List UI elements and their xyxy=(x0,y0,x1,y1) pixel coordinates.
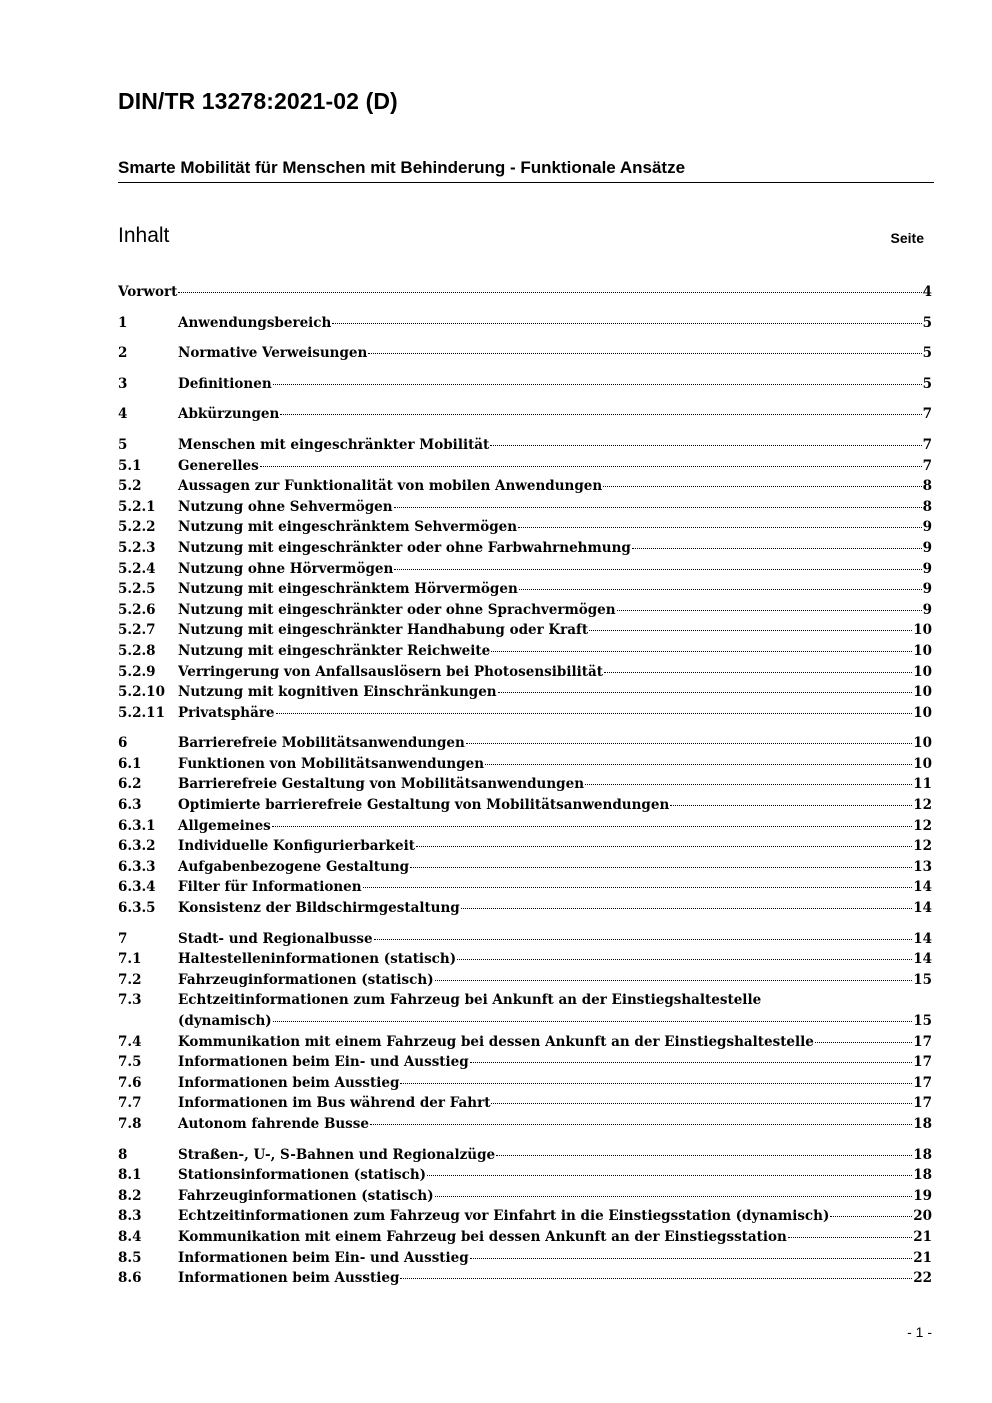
toc-entry-title: Aufgabenbezogene Gestaltung xyxy=(178,858,410,875)
toc-leader-dots xyxy=(485,764,912,765)
toc-entry-title: Anwendungsbereich xyxy=(178,314,332,331)
toc-leader-dots xyxy=(518,527,922,528)
toc-leader-dots xyxy=(370,1124,912,1125)
toc-leader-dots xyxy=(589,630,912,631)
document-id: DIN/TR 13278:2021-02 (D) xyxy=(118,88,398,114)
toc-entry[interactable] xyxy=(118,857,932,878)
toc-leader-dots xyxy=(435,1196,913,1197)
toc-entry[interactable] xyxy=(118,703,932,724)
toc-heading: Inhalt xyxy=(118,224,170,247)
toc-entry[interactable] xyxy=(118,538,932,559)
toc-entry-number: 5.1 xyxy=(118,457,142,474)
toc-entry-page: 10 xyxy=(913,663,932,680)
toc-entry[interactable] xyxy=(118,374,932,395)
toc-leader-dots xyxy=(603,486,921,487)
toc-entry-number: 7.1 xyxy=(118,951,142,968)
toc-entry-page: 14 xyxy=(913,930,932,947)
toc-entry-title: Abkürzungen xyxy=(178,406,280,423)
toc-entry-title: Fahrzeuginformationen (statisch) xyxy=(178,1187,434,1204)
toc-entry-title: Normative Verweisungen xyxy=(178,345,368,362)
toc-entry[interactable] xyxy=(118,1227,932,1248)
toc-entry-number: 6.3.2 xyxy=(118,838,156,855)
toc-entry[interactable] xyxy=(118,1268,932,1289)
toc-entry[interactable] xyxy=(118,620,932,641)
toc-leader-dots xyxy=(519,589,922,590)
toc-entry-title: Informationen beim Ein- und Ausstieg xyxy=(178,1054,469,1071)
toc-entry-title: Nutzung mit eingeschränkter oder ohne Sprachvermögen xyxy=(178,601,616,618)
toc-entry-number: 5.2 xyxy=(118,478,142,495)
toc-entry-number: 5.2.9 xyxy=(118,663,156,680)
toc-entry[interactable] xyxy=(118,1073,932,1094)
toc-entry[interactable] xyxy=(118,1145,932,1166)
toc-leader-dots xyxy=(830,1216,912,1217)
toc-entry-number: 6.3.5 xyxy=(118,900,156,917)
toc-leader-dots xyxy=(416,846,912,847)
toc-entry-page: 7 xyxy=(922,406,932,423)
table-of-contents xyxy=(118,282,932,1289)
toc-entry-title: Informationen beim Ein- und Ausstieg xyxy=(178,1249,469,1266)
toc-entry-page: 13 xyxy=(913,858,932,875)
toc-entry-title: Nutzung mit kognitiven Einschränkungen xyxy=(178,684,497,701)
toc-entry-title: Vorwort xyxy=(118,284,178,300)
toc-entry[interactable] xyxy=(118,600,932,621)
toc-page-column-label: Seite xyxy=(890,230,924,246)
toc-entry-number: 1 xyxy=(118,314,128,331)
toc-entry-number: 7.8 xyxy=(118,1115,142,1132)
toc-leader-dots xyxy=(273,1021,913,1022)
toc-entry-page: 17 xyxy=(913,1033,932,1050)
toc-entry[interactable] xyxy=(118,497,932,518)
toc-entry-number: 7.6 xyxy=(118,1074,142,1091)
toc-entry-page: 18 xyxy=(913,1167,932,1184)
toc-entry-number: 7.3 xyxy=(118,992,142,1009)
toc-leader-dots xyxy=(410,867,912,868)
toc-entry-number: 6.2 xyxy=(118,776,142,793)
toc-entry-number: 5.2.6 xyxy=(118,601,156,618)
toc-leader-dots xyxy=(670,805,912,806)
toc-entry-number: 5.2.5 xyxy=(118,581,156,598)
toc-entry-number: 8.6 xyxy=(118,1270,142,1287)
toc-entry-number: 8 xyxy=(118,1146,128,1163)
toc-entry-title: Barrierefreie Mobilitätsanwendungen xyxy=(178,735,465,752)
toc-leader-dots xyxy=(394,569,921,570)
toc-entry[interactable] xyxy=(118,1093,932,1114)
toc-leader-dots xyxy=(470,1062,912,1063)
toc-entry-page: 18 xyxy=(913,1146,932,1163)
toc-entry-number: 7.2 xyxy=(118,971,142,988)
toc-entry[interactable] xyxy=(118,456,932,477)
toc-entry-title: Autonom fahrende Busse xyxy=(178,1115,369,1132)
toc-leader-dots xyxy=(604,672,912,673)
toc-entry-title: Allgemeines xyxy=(178,817,271,834)
toc-entry-page: 19 xyxy=(913,1187,932,1204)
toc-leader-dots xyxy=(490,445,921,446)
toc-entry-title: Barrierefreie Gestaltung von Mobilitätsanwendungen xyxy=(178,776,585,793)
toc-entry[interactable] xyxy=(118,641,932,662)
toc-entry[interactable] xyxy=(118,733,932,754)
toc-leader-dots xyxy=(466,743,912,744)
toc-entry-number: 5.2.7 xyxy=(118,622,156,639)
toc-entry-number: 5.2.2 xyxy=(118,519,156,536)
toc-entry-page: 17 xyxy=(913,1095,932,1112)
toc-entry[interactable] xyxy=(118,754,932,775)
toc-entry-page: 10 xyxy=(913,735,932,752)
toc-entry-page: 10 xyxy=(913,704,932,721)
toc-entry-number: 5.2.10 xyxy=(118,684,165,701)
toc-entry[interactable] xyxy=(118,795,932,816)
toc-entry-page: 9 xyxy=(922,519,932,536)
toc-entry-page: 17 xyxy=(913,1074,932,1091)
toc-entry-page: 18 xyxy=(913,1115,932,1132)
toc-entry-number: 8.1 xyxy=(118,1167,142,1184)
toc-entry-number: 4 xyxy=(118,406,128,423)
toc-entry-page: 9 xyxy=(922,581,932,598)
toc-entry-title: Echtzeitinformationen zum Fahrzeug vor Einfahrt in die Einstiegsstation (dynamisch) xyxy=(178,1208,830,1225)
toc-entry[interactable] xyxy=(118,990,932,1011)
toc-entry-number: 5 xyxy=(118,436,128,453)
toc-entry[interactable] xyxy=(118,898,932,919)
toc-entry-number: 7.7 xyxy=(118,1095,142,1112)
toc-leader-dots xyxy=(435,980,913,981)
toc-entry-number: 6 xyxy=(118,735,128,752)
toc-entry-title: Menschen mit eingeschränkter Mobilität xyxy=(178,436,490,453)
toc-entry[interactable] xyxy=(118,343,932,364)
toc-entry[interactable] xyxy=(118,559,932,580)
toc-entry-page: 14 xyxy=(913,951,932,968)
toc-leader-dots xyxy=(457,959,912,960)
toc-entry-continuation[interactable] xyxy=(118,1011,932,1032)
toc-entry-title: Kommunikation mit einem Fahrzeug bei dessen Ankunft an der Einstiegsstation xyxy=(178,1228,787,1245)
toc-leader-dots xyxy=(470,1258,912,1259)
toc-entry[interactable] xyxy=(118,1186,932,1207)
toc-entry-page: 5 xyxy=(922,375,932,392)
toc-leader-dots xyxy=(461,908,912,909)
toc-leader-dots xyxy=(585,784,912,785)
toc-entry-number: 8.2 xyxy=(118,1187,142,1204)
toc-entry-page: 9 xyxy=(922,601,932,618)
toc-entry[interactable] xyxy=(118,282,932,303)
toc-entry[interactable] xyxy=(118,1114,932,1135)
toc-entry-page: 8 xyxy=(922,478,932,495)
toc-leader-dots xyxy=(496,1155,912,1156)
toc-entry-number: 5.2.8 xyxy=(118,642,156,659)
toc-entry-title: Informationen beim Ausstieg xyxy=(178,1074,400,1091)
footer-page-number: - 1 - xyxy=(907,1324,932,1340)
toc-entry-title: Stadt- und Regionalbusse xyxy=(178,930,373,947)
toc-entry[interactable] xyxy=(118,970,932,991)
toc-entry-page: 10 xyxy=(913,684,932,701)
toc-entry-page: 7 xyxy=(922,436,932,453)
toc-entry[interactable] xyxy=(118,816,932,837)
toc-entry[interactable] xyxy=(118,404,932,425)
toc-leader-dots xyxy=(632,548,922,549)
toc-leader-dots xyxy=(280,414,921,415)
toc-entry-title: Haltestelleninformationen (statisch) xyxy=(178,951,457,968)
toc-entry-title: Privatsphäre xyxy=(178,704,275,721)
toc-entry[interactable] xyxy=(118,579,932,600)
toc-entry-title: Konsistenz der Bildschirmgestaltung xyxy=(178,900,460,917)
toc-entry-page: 10 xyxy=(913,622,932,639)
toc-entry[interactable] xyxy=(118,435,932,456)
toc-entry-title: Nutzung mit eingeschränktem Hörvermögen xyxy=(178,581,518,598)
toc-entry-page: 10 xyxy=(913,755,932,772)
toc-leader-dots xyxy=(427,1175,912,1176)
toc-entry-number: 5.2.4 xyxy=(118,560,156,577)
toc-entry-page: 12 xyxy=(913,817,932,834)
toc-entry-page: 20 xyxy=(913,1208,932,1225)
toc-leader-dots xyxy=(260,466,922,467)
toc-entry-number: 6.3.3 xyxy=(118,858,156,875)
toc-leader-dots xyxy=(788,1237,912,1238)
toc-leader-dots xyxy=(617,610,922,611)
toc-entry-title: Nutzung mit eingeschränkter oder ohne Farbwahrnehmung xyxy=(178,539,631,556)
toc-entry-title: Nutzung mit eingeschränkter Reichweite xyxy=(178,642,491,659)
toc-entry[interactable] xyxy=(118,836,932,857)
toc-entry-number: 7.4 xyxy=(118,1033,142,1050)
toc-entry-number: 7.5 xyxy=(118,1054,142,1071)
toc-leader-dots xyxy=(273,384,922,385)
toc-entry-page: 15 xyxy=(913,971,932,988)
title-divider xyxy=(118,182,934,183)
toc-entry-title: Nutzung ohne Sehvermögen xyxy=(178,498,393,515)
toc-entry-title: Stationsinformationen (statisch) xyxy=(178,1167,427,1184)
toc-entry-page: 17 xyxy=(913,1054,932,1071)
toc-entry-number: 6.1 xyxy=(118,755,142,772)
toc-entry-page: 9 xyxy=(922,539,932,556)
toc-entry-page: 9 xyxy=(922,560,932,577)
toc-entry-title: Informationen im Bus während der Fahrt xyxy=(178,1095,491,1112)
toc-entry-title: Fahrzeuginformationen (statisch) xyxy=(178,971,434,988)
toc-entry-number: 3 xyxy=(118,375,128,392)
toc-entry-title: Verringerung von Anfallsauslösern bei Photosensibilität xyxy=(178,663,603,680)
toc-entry-number: 5.2.3 xyxy=(118,539,156,556)
toc-leader-dots xyxy=(394,507,922,508)
toc-entry-number: 2 xyxy=(118,345,128,362)
toc-entry[interactable] xyxy=(118,1052,932,1073)
toc-leader-dots xyxy=(332,323,921,324)
toc-leader-dots xyxy=(276,713,913,714)
toc-entry-title: Straßen-, U-, S-Bahnen und Regionalzüge xyxy=(178,1146,496,1163)
toc-leader-dots xyxy=(272,826,912,827)
toc-entry-title: Nutzung ohne Hörvermögen xyxy=(178,560,394,577)
toc-entry[interactable] xyxy=(118,1032,932,1053)
toc-entry-title: Kommunikation mit einem Fahrzeug bei dessen Ankunft an der Einstiegshaltestelle xyxy=(178,1033,814,1050)
toc-entry-page: 5 xyxy=(922,345,932,362)
toc-entry-page: 14 xyxy=(913,879,932,896)
toc-leader-dots xyxy=(491,651,912,652)
toc-entry[interactable] xyxy=(118,682,932,703)
toc-entry-page: 5 xyxy=(922,314,932,331)
toc-entry-page: 15 xyxy=(913,1013,932,1029)
toc-entry-title: Aussagen zur Funktionalität von mobilen Anwendungen xyxy=(178,478,603,495)
toc-leader-dots xyxy=(374,939,913,940)
toc-entry[interactable] xyxy=(118,313,932,334)
toc-entry[interactable] xyxy=(118,929,932,950)
toc-entry[interactable] xyxy=(118,877,932,898)
toc-entry-title: Optimierte barrierefreie Gestaltung von Mobilitätsanwendungen xyxy=(178,797,670,814)
toc-leader-dots xyxy=(400,1278,912,1279)
toc-entry-number: 6.3.1 xyxy=(118,817,156,834)
toc-leader-dots xyxy=(400,1083,912,1084)
toc-entry-page: 7 xyxy=(922,457,932,474)
toc-entry-page: 11 xyxy=(913,776,932,793)
toc-entry-title: Filter für Informationen xyxy=(178,879,362,896)
toc-entry[interactable] xyxy=(118,662,932,683)
toc-entry-page: 8 xyxy=(922,498,932,515)
toc-entry-page: 21 xyxy=(913,1228,932,1245)
document-subtitle: Smarte Mobilität für Menschen mit Behinderung - Funktionale Ansätze xyxy=(118,158,686,177)
toc-entry-title: Nutzung mit eingeschränktem Sehvermögen xyxy=(178,519,518,536)
toc-entry-title: Definitionen xyxy=(178,375,272,392)
toc-entry[interactable] xyxy=(118,949,932,970)
toc-entry-title: Informationen beim Ausstieg xyxy=(178,1270,400,1287)
toc-leader-dots xyxy=(363,887,913,888)
toc-leader-dots xyxy=(491,1103,912,1104)
toc-entry-number: 8.5 xyxy=(118,1249,142,1266)
toc-entry-title: Generelles xyxy=(178,457,259,474)
toc-entry-page: 21 xyxy=(913,1249,932,1266)
toc-entry-title: Individuelle Konfigurierbarkeit xyxy=(178,838,415,855)
toc-entry-page: 22 xyxy=(913,1270,932,1287)
toc-leader-dots xyxy=(815,1042,912,1043)
toc-entry-number: 7 xyxy=(118,930,128,947)
toc-entry-page: 12 xyxy=(913,838,932,855)
toc-entry-number: 6.3 xyxy=(118,797,142,814)
toc-leader-dots xyxy=(498,692,913,693)
toc-entry-number: 8.3 xyxy=(118,1208,142,1225)
toc-entry[interactable] xyxy=(118,774,932,795)
toc-entry-page: 12 xyxy=(913,797,932,814)
toc-entry[interactable] xyxy=(118,517,932,538)
toc-leader-dots xyxy=(368,353,921,354)
toc-entry[interactable] xyxy=(118,1165,932,1186)
toc-entry-number: 5.2.1 xyxy=(118,498,156,515)
toc-entry-title: Echtzeitinformationen zum Fahrzeug bei Ankunft an der Einstiegshaltestelle xyxy=(178,992,762,1009)
toc-entry-number: 6.3.4 xyxy=(118,879,156,896)
toc-entry-page: 10 xyxy=(913,642,932,659)
toc-entry[interactable] xyxy=(118,1248,932,1269)
toc-entry[interactable] xyxy=(118,1206,932,1227)
toc-entry-page: 14 xyxy=(913,900,932,917)
toc-entry-number: 8.4 xyxy=(118,1228,142,1245)
toc-leader-dots xyxy=(178,292,921,293)
toc-entry-number: 5.2.11 xyxy=(118,704,165,721)
toc-entry-page: 4 xyxy=(922,284,932,300)
toc-entry-title-continued: (dynamisch) xyxy=(178,1013,272,1029)
toc-entry[interactable] xyxy=(118,476,932,497)
toc-entry-title: Nutzung mit eingeschränkter Handhabung oder Kraft xyxy=(178,622,589,639)
toc-entry-title: Funktionen von Mobilitätsanwendungen xyxy=(178,755,485,772)
